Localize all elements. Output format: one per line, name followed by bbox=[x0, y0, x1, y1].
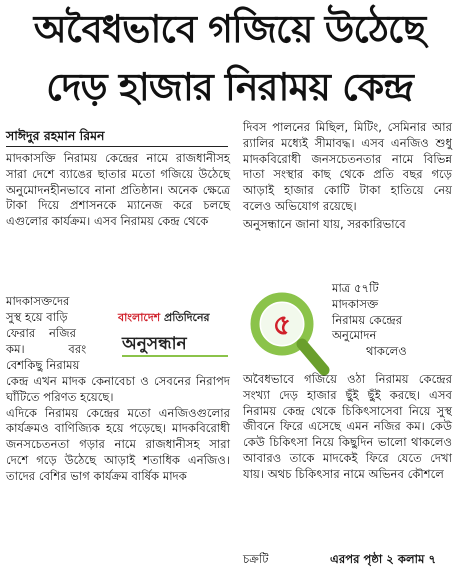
series-logo bbox=[118, 305, 256, 365]
right-wrap-3: নিরাময় কেন্দ্রের bbox=[332, 312, 403, 327]
logo-top-text bbox=[118, 309, 210, 328]
left-paragraph-1: মাদকাসক্তি নিরাময় কেন্দ্রের নামে রাজধানীসহ সারা দেশে ব্যাঙের ছাতার মতো গজিয়ে উঠেছে অনুমোদনহীনভাবে নানা প্রতিষ্ঠান। অনেক ক্ষেত্রে টাকা দিয়ে প্রশাসনকে ম্যানেজ করে চলছে এগুলোর কার্যক্রম। এসব নিরাময় কেন্দ্র থেকে bbox=[6, 151, 230, 229]
right-wrap-5: থাকলেও bbox=[366, 344, 407, 359]
continuation-jump-line: এরপর পৃষ্ঠা ২ কলাম ৭ bbox=[330, 552, 437, 566]
right-column-top bbox=[243, 120, 452, 235]
right-paragraph-1: দিবস পালনের মিছিল, মিটিং, সেমিনার আর র‌্যালির মধ্যেই সীমাবদ্ধ। এসব এনজিও শুধু মাদকবিরোধী জনসচেতনতার নামে বিভিন্ন দাতা সংস্থার কাছ থেকে প্রতি বছর গড়ে আড়াই হাজার কোটি টাকা হাতিয়ে নেয় বলেও অভিযোগ রয়েছে। bbox=[243, 120, 452, 213]
right-wrap-1: মাত্র ৫৭টি bbox=[332, 281, 379, 295]
logo-top-red: বাংলাদেশ bbox=[118, 311, 161, 324]
byline-divider bbox=[6, 146, 228, 147]
headline-line-2: দেড় হাজার নিরাময় কেন্দ্র bbox=[46, 65, 413, 109]
left-wrap-4: কম। বরং bbox=[6, 342, 87, 356]
left-column-bottom bbox=[6, 374, 230, 485]
byline: সাঈদুর রহমান রিমন bbox=[6, 128, 105, 143]
logo-top-dark: প্রতিদিনের bbox=[160, 311, 210, 324]
right-paragraph-2-lead: অনুসন্ধানে জানা যায়, সরকারিভাবে bbox=[243, 216, 406, 231]
right-paragraph-3: অবৈধভাবে গজিয়ে ওঠা নিরাময় কেন্দ্রের সংখ্যা দেড় হাজার ছুঁই ছুঁই করছে। এসব নিরাময় কেন্দ্র থেকে চিকিৎসাসেবা নিয়ে সুস্থ জীবনে ফিরে এসেছে এমন নজির কম। কেউ কেউ চিকিৎসা নিয়ে কিছুদিন ভালো থাকলেও আবারও তাকে মাদকেই ফিরে যেতে দেখা যায়। অথচ চিকিৎসার নামে অভিনব কৌশলে bbox=[243, 372, 452, 481]
right-wrap-4: অনুমোদন bbox=[332, 328, 377, 343]
right-wrap-block bbox=[332, 281, 452, 360]
headline-line-1: অবৈধভাবে গজিয়ে উঠেছে bbox=[33, 7, 426, 51]
left-wrap-3: ফেরার নজির bbox=[6, 326, 76, 340]
logo-bottom-text: অনুসন্ধান bbox=[122, 334, 187, 354]
magnifier-icon bbox=[248, 290, 332, 380]
left-paragraph-2: কেন্দ্র এখন মাদক কেনাবেচা ও সেবনের নিরাপদ ঘাঁটিতে পরিণত হয়েছে। bbox=[6, 374, 230, 404]
right-column-bottom bbox=[243, 372, 452, 483]
right-wrap-2: মাদকাসক্ত bbox=[332, 296, 379, 311]
right-last-word: চক্রটি bbox=[243, 552, 269, 566]
magnifier-handle bbox=[302, 344, 324, 370]
left-column-top bbox=[6, 151, 230, 232]
logo-underline bbox=[122, 355, 228, 357]
left-wrap-5: বেশকিছু নিরাময় bbox=[6, 358, 80, 372]
magnifier-number: ৫ bbox=[272, 308, 292, 341]
left-wrap-2: সুস্থ হয়ে বাড়ি bbox=[6, 310, 68, 324]
left-paragraph-3: এদিকে নিরাময় কেন্দ্রের মতো এনজিওগুলোর কার্যক্রমও বাণিজ্যিক হয়ে পড়েছে। মাদকবিরোধী জনসচেতনতা গড়ার নামে রাজধানীসহ সারা দেশে গড়ে উঠেছে আড়াই শতাধিক এনজিও। তাদের বেশির ভাগ কার্যক্রম বার্ষিক মাদক bbox=[6, 405, 230, 483]
left-wrap-1: মাদকাসক্তদের bbox=[6, 294, 70, 308]
